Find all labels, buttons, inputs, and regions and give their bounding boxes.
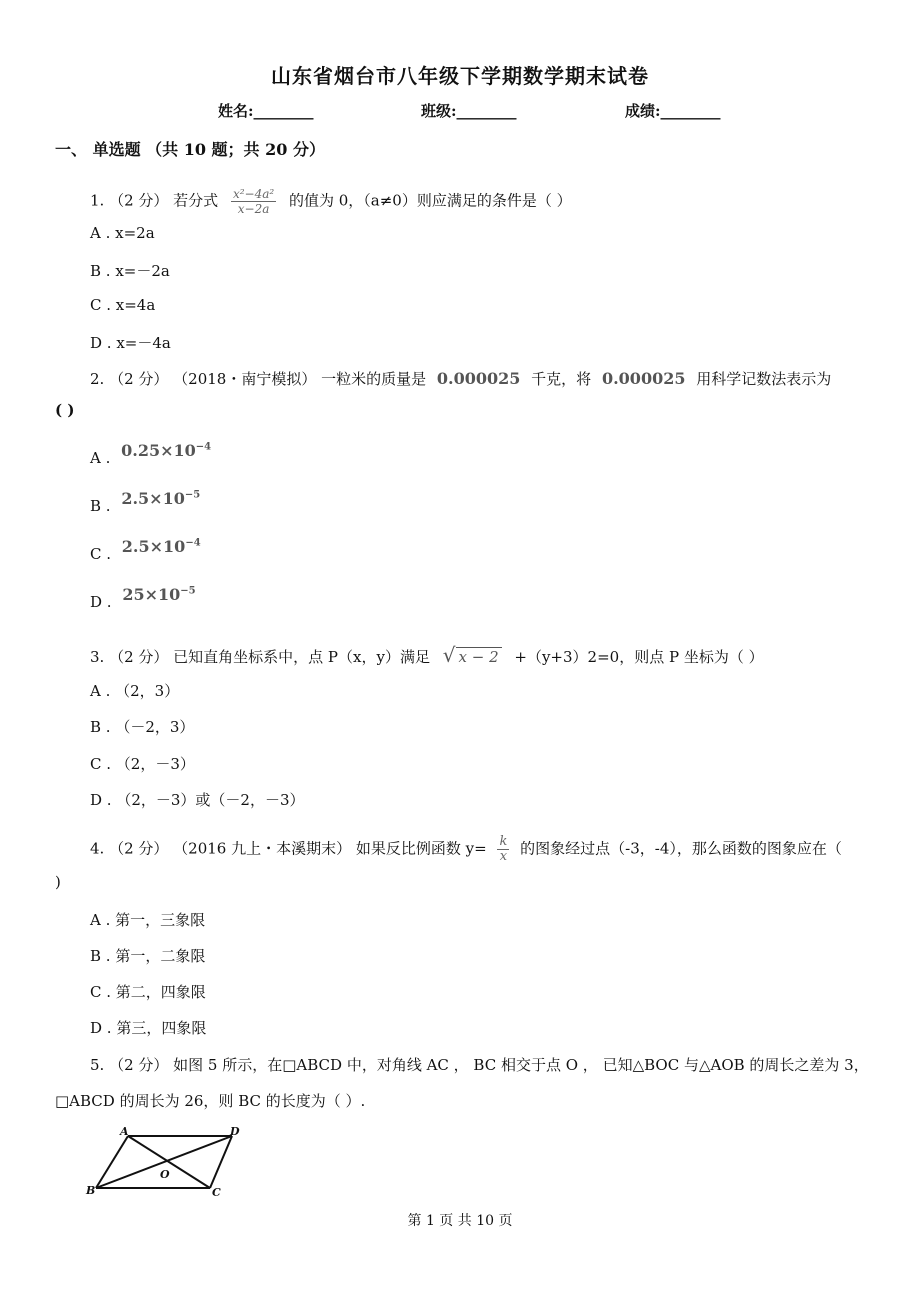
sci-base: 2.5×10	[121, 489, 185, 508]
question-3-suffix: +（y+3）2=0，则点 P 坐标为（ ）	[514, 648, 764, 666]
sqrt-sign-icon: √	[442, 643, 456, 667]
number-image: 0.000025	[436, 369, 521, 388]
sci-notation-image	[122, 537, 201, 556]
question-4-prefix: 4. （2 分） （2016 九上・本溪期末） 如果反比例函数 y=	[90, 839, 487, 858]
option-c: C . （2，－3）	[90, 755, 195, 773]
sci-exponent: −5	[184, 489, 201, 501]
option-b: B . （－2，3）	[90, 718, 195, 736]
side-ab	[96, 1136, 128, 1188]
sci-notation-image	[121, 489, 200, 508]
fraction-image	[231, 187, 276, 216]
option-b: B . x=－2a	[90, 262, 170, 280]
question-4	[90, 835, 842, 864]
fraction-denominator: x−2a	[237, 202, 270, 216]
fraction-numerator: k	[499, 834, 508, 849]
sci-base: 2.5×10	[121, 537, 186, 556]
question-4-suffix: 的图象经过点（-3，-4），那么函数的图象应在（	[520, 839, 842, 858]
label-c: C	[212, 1186, 221, 1199]
question-3	[90, 643, 764, 667]
class-field: 班级:________	[421, 102, 517, 120]
option-label: D .	[90, 593, 112, 611]
option-a: A . （2，3）	[90, 682, 180, 700]
option-label: B .	[90, 497, 111, 515]
option-d: D . （2，－3）或（－2，－3）	[90, 791, 305, 809]
fraction-image	[497, 835, 509, 864]
option-b: B . 第一，二象限	[90, 947, 206, 965]
option-c	[90, 537, 201, 563]
sci-notation-image	[121, 441, 211, 460]
section-heading: 一、 单选题 （共 10 题；共 20 分）	[55, 140, 325, 159]
sci-exponent: −5	[180, 585, 196, 597]
page-footer: 第 1 页 共 10 页	[407, 1213, 513, 1229]
sqrt-radicand: x − 2	[456, 647, 502, 666]
label-d: D	[230, 1125, 240, 1138]
label-b: B	[86, 1184, 96, 1197]
option-a	[90, 441, 212, 467]
sci-base: 25×10	[122, 585, 181, 604]
fraction-denominator: x	[499, 849, 508, 864]
question-2-mid: 千克，将	[531, 370, 592, 388]
sci-base: 0.25×10	[121, 441, 196, 460]
option-d	[90, 585, 196, 611]
question-2-prefix: 2. （2 分） （2018・南宁模拟） 一粒米的质量是	[90, 370, 427, 388]
option-label: C .	[90, 545, 112, 563]
name-field: 姓名:________	[218, 102, 314, 120]
option-b	[90, 489, 201, 515]
question-1-suffix: 的值为 0，（a≠0）则应满足的条件是（ ）	[288, 191, 572, 210]
option-d: D . 第三，四象限	[90, 1019, 207, 1037]
option-label: A .	[90, 449, 111, 467]
page-title: 山东省烟台市八年级下学期数学期末试卷	[271, 64, 649, 88]
option-a: A . 第一，三象限	[90, 911, 206, 929]
option-d: D . x=－4a	[90, 334, 171, 352]
label-a: A	[120, 1125, 129, 1138]
question-3-prefix: 3. （2 分） 已知直角坐标系中，点 P（x，y）满足	[90, 648, 430, 666]
sqrt-image	[442, 643, 507, 667]
question-2-paren: ( )	[55, 401, 75, 419]
label-o: O	[160, 1168, 170, 1181]
sci-exponent: −4	[185, 537, 201, 549]
question-2-suffix: 用科学记数法表示为	[696, 370, 832, 388]
sci-notation-image	[122, 585, 195, 604]
option-c: C . x=4a	[90, 296, 156, 314]
fraction-numerator: x²−4a²	[232, 187, 275, 201]
number-image-2: 0.000025	[601, 369, 686, 388]
question-2	[90, 368, 831, 389]
option-c: C . 第二，四象限	[90, 983, 206, 1001]
score-field: 成绩:________	[625, 102, 721, 120]
question-5-line-1: 5. （2 分） 如图 5 所示，在□ABCD 中，对角线 AC ， BC 相交于点 O ， 已知△BOC 与△AOB 的周长之差为 3，	[90, 1056, 869, 1074]
question-4-paren: )	[55, 873, 61, 891]
question-1	[90, 187, 572, 216]
option-a: A . x=2a	[90, 224, 155, 242]
question-5-line-2: □ABCD 的周长为 26，则 BC 的长度为（ ）.	[55, 1092, 366, 1110]
parallelogram-figure	[82, 1124, 252, 1202]
sci-exponent: −4	[195, 441, 212, 453]
question-1-prefix: 1. （2 分） 若分式	[90, 191, 219, 210]
